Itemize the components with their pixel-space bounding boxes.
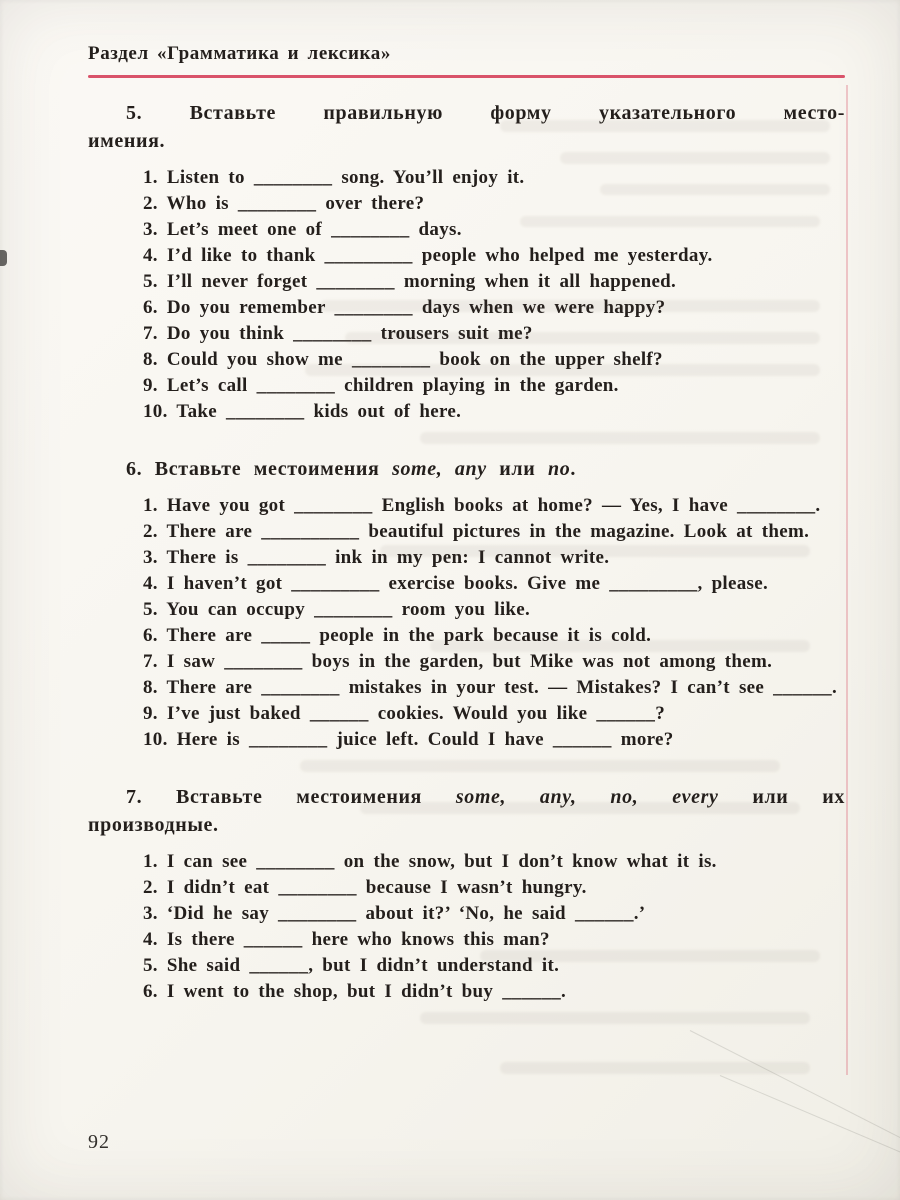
title-italic: some, any <box>392 458 487 480</box>
exercise-7-section <box>88 783 845 1005</box>
exercise-5-title <box>88 99 845 155</box>
exercise-item: 2. Who is ________ over there? <box>143 193 425 214</box>
title-text: 7. Вставьте местоимения <box>126 786 456 808</box>
bleed-through-line <box>420 432 820 444</box>
exercise-7-title-line1 <box>88 783 845 811</box>
exercise-item: 1. Have you got ________ English books at home? — Yes, I have ________. <box>143 495 821 516</box>
exercise-6-title-line1 <box>88 455 845 483</box>
exercise-item: 10. Here is ________ juice left. Could I have ______ more? <box>143 729 674 750</box>
exercise-item: 10. Take ________ kids out of here. <box>143 401 462 422</box>
exercise-item: 8. There are ________ mistakes in your test. — Mistakes? I can’t see ______. <box>143 677 838 698</box>
title-italic: no <box>547 458 571 480</box>
exercise-item: 1. I can see ________ on the snow, but I don’t know what it is. <box>143 851 717 872</box>
exercise-item: 7. I saw ________ boys in the garden, but Mike was not among them. <box>143 651 773 672</box>
exercise-5-section <box>88 99 845 425</box>
exercise-item: 9. I’ve just baked ______ cookies. Would you like ______? <box>143 703 666 724</box>
exercise-item: 2. There are __________ beautiful pictures in the magazine. Look at them. <box>143 521 810 542</box>
exercise-item: 2. I didn’t eat ________ because I wasn’t hungry. <box>143 877 587 898</box>
exercise-item: 3. There is ________ ink in my pen: I cannot write. <box>143 547 610 568</box>
exercise-item: 8. Could you show me ________ book on the upper shelf? <box>143 349 663 370</box>
exercise-item: 5. I’ll never forget ________ morning when it all happened. <box>143 271 677 292</box>
exercise-item: 4. I’d like to thank _________ people who helped me yesterday. <box>143 245 713 266</box>
exercise-6-section <box>88 455 845 753</box>
exercise-item: 3. ‘Did he say ________ about it?’ ‘No, he said ______.’ <box>143 903 646 924</box>
exercise-item: 5. She said ______, but I didn’t understand it. <box>143 955 560 976</box>
bleed-through-line <box>500 1062 810 1074</box>
title-text: или <box>486 458 548 480</box>
exercise-item: 4. I haven’t got _________ exercise books. Give me _________, please. <box>143 573 769 594</box>
title-text: или их <box>718 786 845 808</box>
scan-speck <box>0 250 7 266</box>
bleed-through-line <box>300 760 780 772</box>
exercise-item: 6. I went to the shop, but I didn’t buy ______. <box>143 981 567 1002</box>
exercise-5-title-line2: имения. <box>88 130 166 152</box>
page-number: 92 <box>88 1131 110 1153</box>
exercise-item: 3. Let’s meet one of ________ days. <box>143 219 462 240</box>
bleed-through-line <box>420 1012 810 1024</box>
title-text: 6. Вставьте местоимения <box>126 458 393 480</box>
exercise-5-title-line1 <box>88 99 845 127</box>
title-italic: some, any, no, every <box>455 786 719 808</box>
exercise-item: 5. You can occupy ________ room you like. <box>143 599 531 620</box>
exercise-7-items <box>88 849 845 1005</box>
title-text: . <box>570 458 576 480</box>
exercise-item: 4. Is there ______ here who knows this man? <box>143 929 550 950</box>
scan-scratch <box>720 1075 900 1162</box>
section-header: Раздел «Грамматика и лексика» <box>88 43 391 64</box>
exercise-item: 9. Let’s call ________ children playing in the garden. <box>143 375 619 396</box>
exercise-item: 6. Do you remember ________ days when we were happy? <box>143 297 666 318</box>
scan-scratch <box>690 1030 900 1149</box>
exercise-item: 1. Listen to ________ song. You’ll enjoy it. <box>143 167 525 188</box>
exercise-7-title <box>88 783 845 839</box>
exercise-7-title-line2: производные. <box>88 814 219 836</box>
exercise-6-items <box>88 493 845 753</box>
header-rule <box>88 75 845 78</box>
exercise-item: 6. There are _____ people in the park because it is cold. <box>143 625 652 646</box>
exercise-item: 7. Do you think ________ trousers suit me? <box>143 323 533 344</box>
scan-edge-line <box>846 85 848 1075</box>
page-header <box>88 42 845 78</box>
title-text: 5. Вставьте правильную форму указательного место- <box>126 102 845 124</box>
exercise-6-title <box>88 455 845 483</box>
exercise-5-items <box>88 165 845 425</box>
